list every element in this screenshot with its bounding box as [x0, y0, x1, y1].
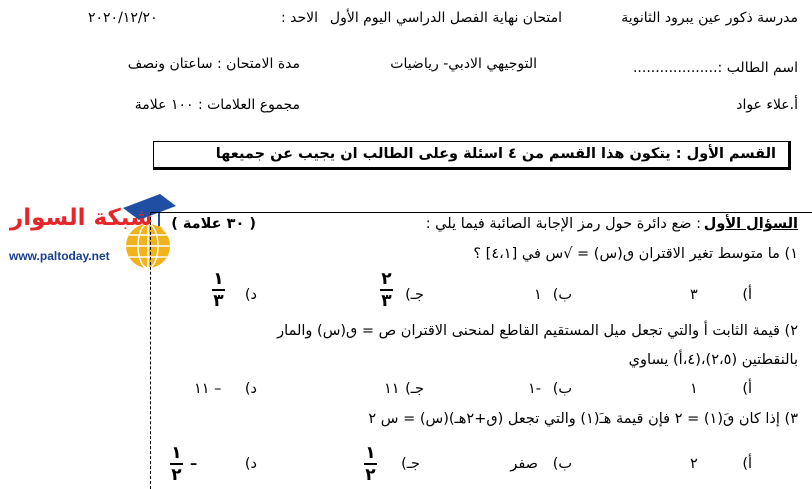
- item3-option-d-sign: –: [190, 456, 198, 472]
- item2-option-a: ١: [690, 381, 698, 397]
- fraction-denominator: ٢: [171, 465, 182, 485]
- fraction-numerator: ١: [171, 443, 182, 463]
- item3-option-b-label[interactable]: ب): [552, 456, 572, 472]
- question1-marks: ( ٣٠ علامة ): [171, 216, 256, 232]
- item2-option-c-label[interactable]: جـ): [405, 381, 424, 397]
- section-note-box: [153, 141, 791, 170]
- item2-option-d: ١١ –: [194, 381, 222, 397]
- item1-option-c-fraction: [380, 270, 393, 310]
- item1-option-c-label[interactable]: جـ): [405, 287, 424, 303]
- item3-option-d-label[interactable]: د): [244, 456, 257, 472]
- logo-name: شبكة السوار: [10, 205, 153, 231]
- exam-date: ٢٠٢٠/١٢/٢٠: [88, 10, 158, 26]
- item2-option-b-label[interactable]: ب): [552, 381, 572, 397]
- fraction-numerator: ١: [213, 269, 224, 289]
- question1-instruction: : ضع دائرة حول رمز الإجابة الصائبة فيما يلي :: [425, 216, 701, 232]
- item2-option-c: ١١: [384, 381, 400, 397]
- fraction-denominator: ٢: [365, 465, 376, 485]
- question1-title: السؤال الأول: [703, 216, 798, 232]
- item2-option-d-label[interactable]: د): [244, 381, 257, 397]
- student-name-field: اسم الطالب :...................: [632, 60, 798, 76]
- item3-option-c-fraction: [364, 444, 377, 484]
- item1-option-a: ٣: [690, 287, 698, 303]
- fraction-numerator: ٢: [381, 269, 392, 289]
- item3-option-c-label[interactable]: جـ): [401, 456, 420, 472]
- item1-option-a-label[interactable]: أ): [742, 287, 752, 303]
- item1-option-b-label[interactable]: ب): [552, 287, 572, 303]
- item1-stem: ١) ما متوسط تغير الاقتران ٯ(س) = √س في [٤،١] ؟: [473, 246, 798, 262]
- total-marks: مجموع العلامات : ١٠٠ علامة: [134, 97, 300, 113]
- item2-option-a-label[interactable]: أ): [742, 381, 752, 397]
- exam-title: امتحان نهاية الفصل الدراسي اليوم الأول: [329, 10, 562, 26]
- item3-option-b: صفر: [510, 456, 538, 472]
- item3-option-a-label[interactable]: أ): [742, 456, 752, 472]
- school-name: مدرسة ذكور عين يبرود الثانوية: [621, 10, 798, 26]
- teacher-name: أ.علاء عواد: [736, 97, 798, 113]
- fraction-denominator: ٣: [213, 291, 224, 311]
- question-frame-top: [150, 212, 812, 213]
- section-note: القسم الأول : يتكون هذا القسم من ٤ اسئلة وعلى الطالب ان يجيب عن جميعها: [215, 146, 776, 162]
- branch: التوجيهي الادبي- رياضيات: [390, 56, 537, 72]
- item2-option-b: ١-: [528, 381, 542, 397]
- item3-stem: ٣) إذا كان ٯَ(١) = ٢ فإن قيمة هـَ(١) والتي تجعل (ٯ+٢هـ)(س) = س ٢: [368, 411, 798, 427]
- fraction-numerator: ١: [365, 443, 376, 463]
- exam-day: الاحد :: [280, 10, 318, 26]
- item1-option-d-label[interactable]: د): [244, 287, 257, 303]
- logo-url: www.paltoday.net: [9, 249, 110, 263]
- item1-option-b: ١: [534, 287, 542, 303]
- item3-option-d-fraction: [170, 444, 183, 484]
- question-frame-left: [150, 212, 152, 489]
- item2-stem: ٢) قيمة الثابت أ والتي تجعل ميل المستقيم القاطع لمنحنى الاقتران ص = ٯ(س) والمار: [277, 323, 798, 339]
- item3-option-a: ٢: [690, 456, 698, 472]
- fraction-denominator: ٣: [381, 291, 392, 311]
- exam-duration: مدة الامتحان : ساعتان ونصف: [127, 56, 300, 72]
- item1-option-d-fraction: [212, 270, 225, 310]
- item2-stem-line2: بالنقطتين (٢،٥)،(٤،أ) يساوي: [628, 352, 798, 368]
